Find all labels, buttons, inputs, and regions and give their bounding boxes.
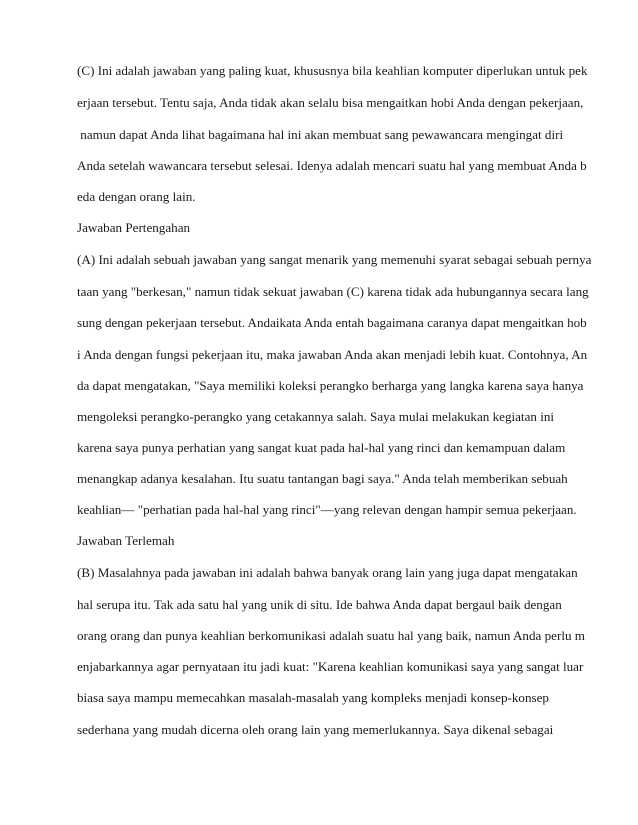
text-line: Anda setelah wawancara tersebut selesai. Idenya adalah mencari suatu hal yang membuat Anda b <box>77 158 587 173</box>
text-line: taan yang "berkesan," namun tidak sekuat jawaban (C) karena tidak ada hubungannya secara lang <box>77 284 589 299</box>
text-line: eda dengan orang lain. <box>77 189 196 204</box>
text-line: (C) Ini adalah jawaban yang paling kuat, khususnya bila keahlian komputer diperlukan untuk pek <box>77 63 588 78</box>
text-line: (B) Masalahnya pada jawaban ini adalah bahwa banyak orang lain yang juga dapat mengatakan <box>77 565 578 580</box>
text-line: biasa saya mampu memecahkan masalah-masalah yang kompleks menjadi konsep-konsep <box>77 690 549 705</box>
text-line: da dapat mengatakan, "Saya memiliki koleksi perangko berharga yang langka karena saya hanya <box>77 378 584 393</box>
text-line: sederhana yang mudah dicerna oleh orang lain yang memerlukannya. Saya dikenal sebagai <box>77 722 554 737</box>
text-line: sung dengan pekerjaan tersebut. Andaikata Anda entah bagaimana caranya dapat mengaitkan hob <box>77 315 587 330</box>
text-line: hal serupa itu. Tak ada satu hal yang unik di situ. Ide bahwa Anda dapat bergaul baik dengan <box>77 597 562 612</box>
text-line: mengoleksi perangko-perangko yang cetakannya salah. Saya mulai melakukan kegiatan ini <box>77 409 555 424</box>
section-heading-middle-answer: Jawaban Pertengahan <box>77 220 191 235</box>
text-line: namun dapat Anda lihat bagaimana hal ini akan membuat sang pewawancara mengingat diri <box>77 127 564 142</box>
text-line: orang orang dan punya keahlian berkomunikasi adalah suatu hal yang baik, namun Anda perlu m <box>77 628 585 643</box>
text-line: (A) Ini adalah sebuah jawaban yang sangat menarik yang memenuhi syarat sebagai sebuah pernya <box>77 252 592 267</box>
text-line: keahlian— "perhatian pada hal-hal yang rinci"—yang relevan dengan hampir semua pekerjaan. <box>77 502 577 517</box>
text-line: erjaan tersebut. Tentu saja, Anda tidak akan selalu bisa mengaitkan hobi Anda dengan pekerjaan, <box>77 95 584 110</box>
text-line: menangkap adanya kesalahan. Itu suatu tantangan bagi saya." Anda telah memberikan sebuah <box>77 471 568 486</box>
text-line: i Anda dengan fungsi pekerjaan itu, maka jawaban Anda akan menjadi lebih kuat. Contohnya, An <box>77 347 588 362</box>
section-heading-weakest-answer: Jawaban Terlemah <box>77 533 175 548</box>
text-line: enjabarkannya agar pernyataan itu jadi kuat: "Karena keahlian komunikasi saya yang sangat luar <box>77 659 584 674</box>
text-line: karena saya punya perhatian yang sangat kuat pada hal-hal yang rinci dan kemampuan dalam <box>77 440 566 455</box>
